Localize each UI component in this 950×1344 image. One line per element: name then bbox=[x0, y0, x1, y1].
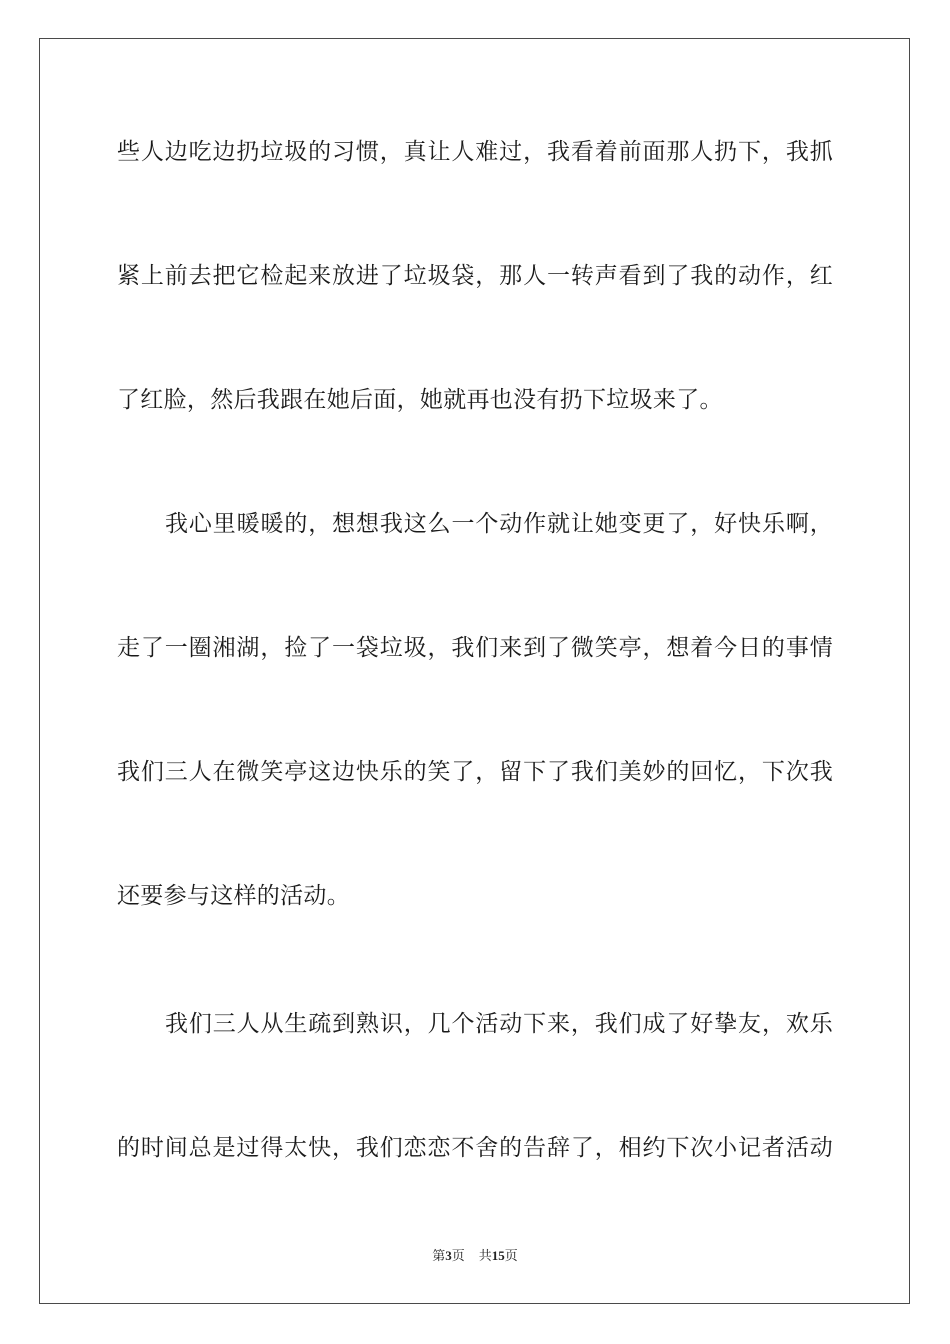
paragraph-line: 我们三人在微笑亭这边快乐的笑了，留下了我们美妙的回忆，下次我 bbox=[117, 759, 833, 785]
paragraph-line: 紧上前去把它检起来放进了垃圾袋，那人一转声看到了我的动作，红 bbox=[117, 263, 833, 289]
paragraph-line: 走了一圈湘湖，捡了一袋垃圾，我们来到了微笑亭，想着今日的事情 bbox=[117, 635, 833, 661]
footer-page-suffix: 页 bbox=[451, 1248, 465, 1263]
paragraph-line: 的时间总是过得太快，我们恋恋不舍的告辞了，相约下次小记者活动 bbox=[117, 1135, 833, 1161]
footer-prefix: 第 bbox=[432, 1248, 446, 1263]
footer-total-suffix: 页 bbox=[504, 1248, 518, 1263]
current-page-number: 3 bbox=[445, 1248, 452, 1263]
paragraph-line: 我心里暖暖的，想想我这么一个动作就让她变更了，好快乐啊， bbox=[165, 511, 833, 537]
page-border bbox=[39, 38, 910, 1304]
paragraph-line: 我们三人从生疏到熟识，几个活动下来，我们成了好挚友，欢乐 bbox=[165, 1011, 833, 1037]
paragraph-line: 还要参与这样的活动。 bbox=[117, 883, 350, 909]
paragraph-line: 些人边吃边扔垃圾的习惯，真让人难过，我看着前面那人扔下，我抓 bbox=[117, 139, 833, 165]
total-page-count: 15 bbox=[491, 1248, 505, 1263]
footer-total-prefix: 共 bbox=[478, 1248, 492, 1263]
page-footer bbox=[0, 1247, 950, 1265]
paragraph-line: 了红脸，然后我跟在她后面，她就再也没有扔下垃圾来了。 bbox=[117, 387, 723, 413]
